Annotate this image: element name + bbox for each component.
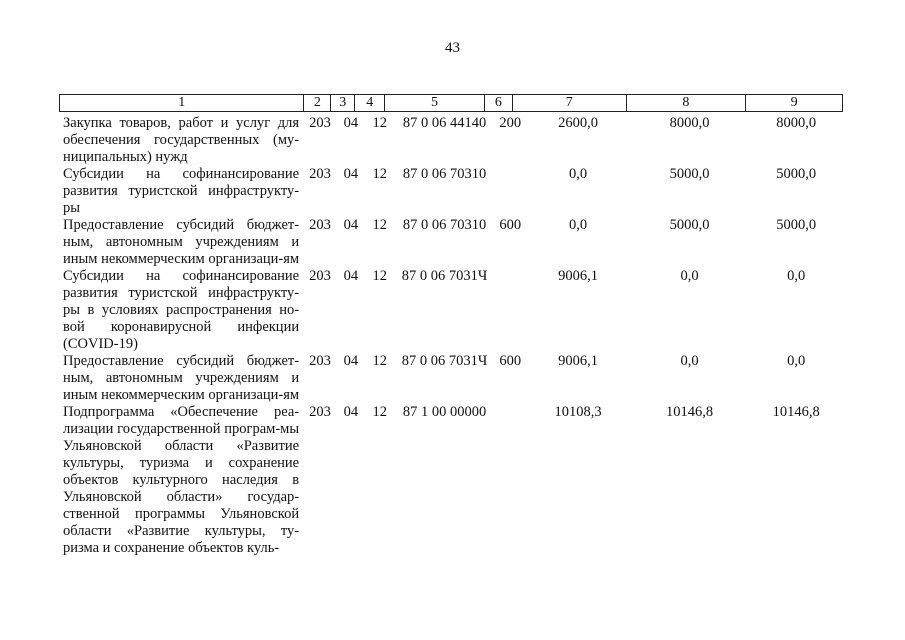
row-col-4: 12 bbox=[372, 115, 388, 131]
row-col-7: 9006,1 bbox=[558, 268, 598, 284]
row-col-2: 203 bbox=[309, 353, 331, 369]
table-body bbox=[63, 115, 843, 557]
row-col-3: 04 bbox=[343, 217, 359, 233]
row-col-5: 87 0 06 7031Ч bbox=[401, 268, 488, 284]
row-col-6 bbox=[494, 404, 526, 557]
row-col-8: 5000,0 bbox=[669, 166, 710, 182]
row-name: Предоставление субсидий бюджет-ным, автономным учреждениям и иным некоммерческим организаци-ям bbox=[63, 353, 300, 403]
row-col-9: 5000,0 bbox=[776, 217, 817, 233]
row-col-9: 5000,0 bbox=[776, 166, 817, 182]
row-col-4: 12 bbox=[372, 217, 388, 233]
row-col-6: 200 bbox=[499, 115, 522, 131]
row-col-7: 0,0 bbox=[568, 217, 588, 233]
row-col-8: 5000,0 bbox=[669, 217, 710, 233]
table-row bbox=[63, 353, 843, 404]
row-col-5: 87 0 06 7031Ч bbox=[401, 353, 488, 369]
row-col-4: 12 bbox=[372, 166, 388, 182]
row-col-3: 04 bbox=[343, 166, 359, 182]
row-col-8: 0,0 bbox=[680, 353, 699, 369]
row-col-4: 12 bbox=[372, 353, 388, 369]
row-col-3: 04 bbox=[343, 353, 359, 369]
row-col-7: 10108,3 bbox=[554, 404, 602, 420]
row-col-2: 203 bbox=[309, 217, 331, 233]
row-col-9: 8000,0 bbox=[776, 115, 817, 131]
page-number: 43 bbox=[445, 40, 460, 56]
table-row bbox=[63, 115, 843, 166]
row-col-4: 12 bbox=[372, 268, 388, 284]
table-row bbox=[63, 217, 843, 268]
row-col-6: 600 bbox=[499, 353, 522, 369]
row-col-5: 87 0 06 70310 bbox=[402, 166, 487, 182]
row-col-4: 12 bbox=[372, 404, 388, 420]
header-col-6: 6 bbox=[485, 95, 513, 111]
row-name: Предоставление субсидий бюджет-ным, автономным учреждениям и иным некоммерческим организаци-ям bbox=[63, 217, 300, 267]
row-col-6: 600 bbox=[499, 217, 522, 233]
header-col-8: 8 bbox=[627, 95, 747, 111]
row-col-7: 9006,1 bbox=[558, 353, 598, 369]
row-name: Субсидии на софинансирование развития туристской инфраструкту-ры bbox=[63, 166, 300, 216]
row-col-3: 04 bbox=[343, 268, 359, 284]
row-col-3: 04 bbox=[343, 404, 359, 420]
table-row bbox=[63, 268, 843, 353]
row-col-6 bbox=[494, 268, 526, 353]
row-col-9: 0,0 bbox=[787, 353, 806, 369]
header-col-7: 7 bbox=[513, 95, 627, 111]
row-col-7: 2600,0 bbox=[558, 115, 598, 131]
row-col-8: 10146,8 bbox=[666, 404, 714, 420]
row-col-5: 87 1 00 00000 bbox=[402, 404, 487, 420]
row-col-2: 203 bbox=[309, 166, 331, 182]
row-col-7: 0,0 bbox=[568, 166, 588, 182]
row-col-8: 8000,0 bbox=[669, 115, 710, 131]
row-name: Подпрограмма «Обеспечение реа-лизации государственной програм-мы Ульяновской области «Развитие культуры, туризма и сохранение объектов культурного наследия в Ульяновской области» государ-ственной программы Ульяновской области «Развитие культуры, ту-ризма и сохранение объектов куль- bbox=[63, 404, 300, 556]
row-name: Субсидии на софинансирование развития туристской инфраструкту-ры в условиях распространения но-вой коронавирусной инфекции (COVID-19) bbox=[63, 268, 300, 352]
header-col-5: 5 bbox=[385, 95, 485, 111]
header-col-1: 1 bbox=[60, 95, 304, 111]
row-col-2: 203 bbox=[309, 404, 331, 420]
row-col-3: 04 bbox=[343, 115, 359, 131]
row-name: Закупка товаров, работ и услуг для обеспечения государственных (му-ниципальных) нужд bbox=[63, 115, 300, 165]
row-col-5: 87 0 06 70310 bbox=[402, 217, 487, 233]
header-col-9: 9 bbox=[790, 95, 798, 110]
table-header bbox=[59, 94, 843, 112]
table-row bbox=[63, 166, 843, 217]
row-col-9: 0,0 bbox=[787, 268, 806, 284]
row-col-2: 203 bbox=[309, 268, 331, 284]
header-col-2: 2 bbox=[304, 95, 331, 111]
table-row bbox=[63, 404, 843, 557]
row-col-8: 0,0 bbox=[680, 268, 699, 284]
row-col-6 bbox=[494, 166, 526, 217]
header-col-3: 3 bbox=[331, 95, 355, 111]
row-col-5: 87 0 06 44140 bbox=[402, 115, 487, 131]
row-col-9: 10146,8 bbox=[772, 404, 820, 420]
row-col-2: 203 bbox=[309, 115, 331, 131]
header-col-4: 4 bbox=[355, 95, 385, 111]
